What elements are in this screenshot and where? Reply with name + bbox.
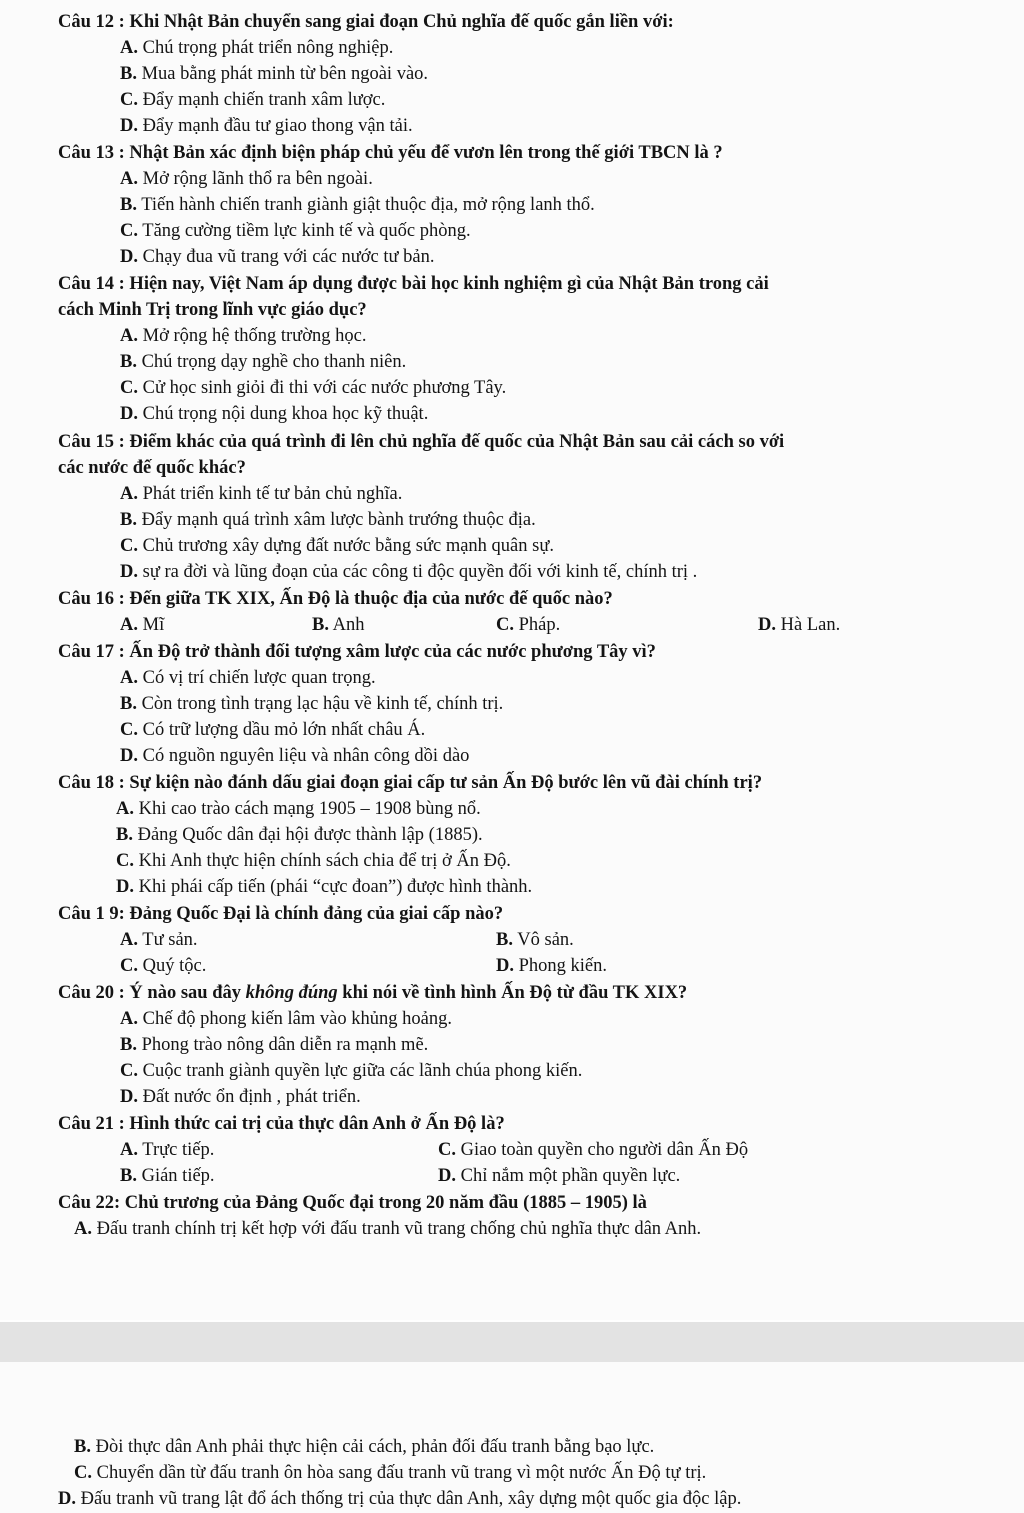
- question-12-option-c: C. Đẩy mạnh chiến tranh xâm lược.: [120, 90, 386, 110]
- question-20-title: Câu 20 : Ý nào sau đây không đúng khi nói về tình hình Ấn Độ từ đầu TK XIX?: [58, 983, 688, 1003]
- question-20-option-c: C. Cuộc tranh giành quyền lực giữa các lãnh chúa phong kiến.: [120, 1061, 583, 1081]
- question-19-option-b: B. Vô sản.: [496, 930, 574, 950]
- question-16-option-b: B. Anh: [312, 615, 365, 635]
- question-13-option-a: A. Mở rộng lãnh thổ ra bên ngoài.: [120, 169, 373, 189]
- question-15-title-line-2: các nước đế quốc khác?: [58, 458, 246, 478]
- question-21-title: Câu 21 : Hình thức cai trị của thực dân Anh ở Ấn Độ là?: [58, 1114, 505, 1134]
- question-17-option-c: C. Có trữ lượng dầu mỏ lớn nhất châu Á.: [120, 720, 426, 740]
- question-18-title: Câu 18 : Sự kiện nào đánh dấu giai đoạn giai cấp tư sản Ấn Độ bước lên vũ đài chính trị?: [58, 773, 763, 793]
- question-22-title: Câu 22: Chủ trương của Đảng Quốc đại trong 20 năm đầu (1885 – 1905) là: [58, 1193, 647, 1213]
- question-14-option-b: B. Chú trọng dạy nghề cho thanh niên.: [120, 352, 407, 372]
- question-18-option-b: B. Đảng Quốc dân đại hội được thành lập (1885).: [116, 825, 483, 845]
- question-16-option-d: D. Hà Lan.: [758, 615, 841, 635]
- question-17-option-a: A. Có vị trí chiến lược quan trọng.: [120, 668, 376, 688]
- question-19-option-d: D. Phong kiến.: [496, 956, 608, 976]
- question-18-option-d: D. Khi phái cấp tiến (phái “cực đoan”) được hình thành.: [116, 877, 533, 897]
- question-12-title: Câu 12 : Khi Nhật Bản chuyển sang giai đoạn Chủ nghĩa đế quốc gắn liền với:: [58, 12, 674, 32]
- page-gap: [0, 1322, 1024, 1362]
- question-18-option-c: C. Khi Anh thực hiện chính sách chia để trị ở Ấn Độ.: [116, 851, 511, 871]
- question-13-option-b: B. Tiến hành chiến tranh giành giật thuộc địa, mở rộng lanh thổ.: [120, 195, 595, 215]
- question-20-option-b: B. Phong trào nông dân diễn ra mạnh mẽ.: [120, 1035, 429, 1055]
- question-15-option-d: D. sự ra đời và lũng đoạn của các công ti độc quyền đối với kinh tế, chính trị .: [120, 562, 698, 582]
- question-13-option-c: C. Tăng cường tiềm lực kinh tế và quốc phòng.: [120, 221, 471, 241]
- question-22-option-c: C. Chuyển dần từ đấu tranh ôn hòa sang đấu tranh vũ trang vì một nước Ấn Độ tự trị.: [74, 1463, 707, 1483]
- question-14-option-d: D. Chú trọng nội dung khoa học kỹ thuật.: [120, 404, 429, 424]
- question-12-option-b: B. Mua bằng phát minh từ bên ngoài vào.: [120, 64, 429, 84]
- question-14-title-line-1: Câu 14 : Hiện nay, Việt Nam áp dụng được bài học kinh nghiệm gì của Nhật Bản trong cải: [58, 274, 769, 294]
- question-20-option-a: A. Chế độ phong kiến lâm vào khủng hoảng.: [120, 1009, 452, 1029]
- question-19-title: Câu 1 9: Đảng Quốc Đại là chính đảng của giai cấp nào?: [58, 904, 504, 924]
- question-12-option-a: A. Chú trọng phát triển nông nghiệp.: [120, 38, 394, 58]
- question-21-option-c: C. Giao toàn quyền cho người dân Ấn Độ: [438, 1140, 749, 1160]
- question-14-option-a: A. Mở rộng hệ thống trường học.: [120, 326, 367, 346]
- question-16-option-c: C. Pháp.: [496, 615, 561, 635]
- question-15-title-line-1: Câu 15 : Điểm khác của quá trình đi lên chủ nghĩa đế quốc của Nhật Bản sau cải cách so với: [58, 432, 785, 452]
- question-17-title: Câu 17 : Ấn Độ trở thành đối tượng xâm lược của các nước phương Tây vì?: [58, 642, 656, 662]
- question-20-option-d: D. Đất nước ổn định , phát triển.: [120, 1087, 361, 1107]
- question-16-title: Câu 16 : Đến giữa TK XIX, Ấn Độ là thuộc địa của nước đế quốc nào?: [58, 589, 613, 609]
- question-13-title: Câu 13 : Nhật Bản xác định biện pháp chủ yếu để vươn lên trong thế giới TBCN là ?: [58, 143, 723, 163]
- question-17-option-d: D. Có nguồn nguyên liệu và nhân công dồi dào: [120, 746, 470, 766]
- question-13-option-d: D. Chạy đua vũ trang với các nước tư bản.: [120, 247, 435, 267]
- question-22-option-a: A. Đấu tranh chính trị kết hợp với đấu tranh vũ trang chống chủ nghĩa thực dân Anh.: [74, 1219, 702, 1239]
- question-19-option-a: A. Tư sản.: [120, 930, 198, 950]
- question-19-option-c: C. Quý tộc.: [120, 956, 207, 976]
- question-15-option-a: A. Phát triển kinh tế tư bản chủ nghĩa.: [120, 484, 403, 504]
- question-21-option-a: A. Trực tiếp.: [120, 1140, 215, 1160]
- question-17-option-b: B. Còn trong tình trạng lạc hậu về kinh tế, chính trị.: [120, 694, 504, 714]
- question-14-title-line-2: cách Minh Trị trong lĩnh vực giáo dục?: [58, 300, 367, 320]
- question-21-option-b: B. Gián tiếp.: [120, 1166, 215, 1186]
- question-22-option-d: D. Đấu tranh vũ trang lật đổ ách thống trị của thực dân Anh, xây dựng một quốc gia độc lập.: [58, 1489, 742, 1509]
- question-21-option-d: D. Chỉ nắm một phần quyền lực.: [438, 1166, 681, 1186]
- question-15-option-c: C. Chủ trương xây dựng đất nước bằng sức mạnh quân sự.: [120, 536, 554, 556]
- question-15-option-b: B. Đẩy mạnh quá trình xâm lược bành trướng thuộc địa.: [120, 510, 536, 530]
- question-20-emphasis: không đúng: [245, 983, 338, 1003]
- question-16-option-a: A. Mĩ: [120, 615, 165, 635]
- question-12-option-d: D. Đẩy mạnh đầu tư giao thong vận tải.: [120, 116, 413, 136]
- question-22-option-b: B. Đòi thực dân Anh phải thực hiện cải cách, phản đối đấu tranh bằng bạo lực.: [74, 1437, 655, 1457]
- question-18-option-a: A. Khi cao trào cách mạng 1905 – 1908 bùng nổ.: [116, 799, 481, 819]
- question-14-option-c: C. Cử học sinh giỏi đi thi với các nước phương Tây.: [120, 378, 507, 398]
